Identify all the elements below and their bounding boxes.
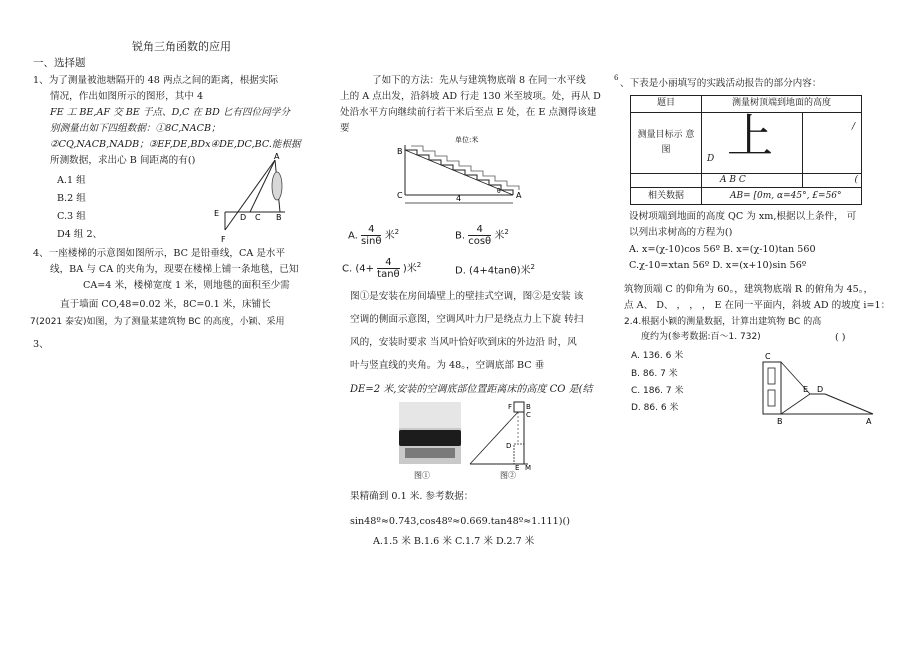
photo-shadow [405, 448, 455, 458]
option-a [348, 224, 399, 247]
label-e: E [803, 385, 809, 394]
line-fa [225, 160, 275, 230]
table-abc: A B C [702, 173, 803, 188]
fig2-caption: 图② [500, 471, 516, 480]
q6-option-cd: C.χ-10=xtan 56º D. x=(x+10)sin 56º [629, 260, 807, 271]
ac-line: 叶与竖直线的夹角。为 48。，空调底部 BC 垂 [350, 360, 545, 371]
q1-option-d: D4 组 2、 [57, 229, 103, 240]
label-f: F [221, 235, 226, 244]
option-b-num: 4 [468, 224, 491, 236]
ac-reference: sin48º≈0.743,cos48º≈0.669.tan48º≈1.111)() [350, 516, 570, 527]
building-window-bottom [768, 390, 775, 406]
q3-fragment: 直于墙面 CO,48=0.02 米，8C=0.1 米，床铺长 [60, 299, 271, 310]
mid-line: 处沿水平方向继续前行若干米后至点 E 处，在 E 点测得该建 [340, 107, 597, 118]
pond-shape [272, 172, 282, 200]
q1-line: 1、为了测量被池塘隔开的 48 两点之间的距离，根据实际 [33, 75, 279, 86]
q2-option-b: B. 86. 7 米 [631, 369, 678, 379]
option-b-den: cosθ [468, 236, 492, 247]
building-figure [755, 348, 885, 426]
q2-option-a: A. 136. 6 米 [631, 351, 684, 361]
table-header-title: 测量树顶端到地面的高度 [702, 96, 862, 113]
label-d: D [817, 385, 824, 394]
option-d [455, 262, 535, 279]
option-c-num: 4 [377, 257, 400, 269]
question-7: 7(2021 泰安)如图，为了测量某建筑物 BC 的高度，小颖、采用 [30, 317, 285, 327]
q1-line: 别测量出如下四组数据：①8C,NACB； [50, 123, 221, 134]
option-a-prefix: A. [348, 230, 358, 242]
tree-figure-char: 上 [727, 108, 773, 163]
label-d: D [240, 213, 247, 222]
q2-line: 度约为(参考数据:百～1. 732) [641, 332, 761, 342]
pond-figure [210, 150, 300, 245]
q2-line: 点 A、 D、 ， ， ， E 在同一平面内，斜坡 AD 的坡度 i=1： [624, 300, 891, 311]
line-ca [250, 160, 275, 212]
table-header-topic: 题目 [631, 96, 702, 113]
label-m: M [525, 464, 532, 470]
theta-label: θ [497, 188, 501, 195]
label-b: B [276, 213, 282, 222]
table-empty-cell [631, 173, 702, 188]
mid-line: 要 [340, 123, 350, 134]
label-d: D [506, 442, 512, 450]
label-c: C [397, 191, 403, 200]
q1-option-a: A.1 组 [57, 175, 86, 186]
label-a: A [516, 191, 522, 200]
mid-line: 上的 A 点出发，沿斜坡 AD 行走 130 米至坡项。处，再从 D [340, 91, 601, 102]
table-diagram-label-1: 测量目标示 意 [637, 130, 695, 141]
q6-line: 设树项端到地面的高度 QC 为 xm,根据以上条件， 可 [629, 211, 857, 222]
option-b-prefix: B. [455, 230, 466, 242]
unit-label: 单位:米 [455, 136, 479, 144]
q1-option-b: B.2 组 [57, 193, 86, 204]
ac-line: 图①是安装在房间墙壁上的壁挂式空调，图②是安装 该 [350, 291, 584, 302]
table-diagram-label [631, 112, 702, 173]
table-diagram-label-2: 图 [661, 144, 671, 155]
label-c: C [765, 352, 771, 361]
report-table [630, 95, 862, 205]
option-b [455, 224, 509, 247]
q2-line: 筑物顶端 C 的仰角为 60。，建筑物底端 R 的俯角为 45。， [624, 284, 874, 295]
ac-box [514, 402, 524, 412]
label-b: B [526, 403, 531, 411]
q2-option-d: D. 86. 6 米 [631, 403, 679, 413]
label-e: E [515, 464, 520, 470]
option-c-unit: )米 [402, 263, 417, 275]
option-c-den: tanθ [377, 269, 400, 280]
ac-line: 风的，安装时要求 当风叶恰好吹到床的外边沿 时，风 [350, 337, 577, 348]
label-e: E [214, 209, 220, 218]
ac-de-line: DE=2 米,安装的空调底部位置距离床的高度 CO 是(结 [350, 384, 593, 395]
option-b-sup: 2 [504, 228, 509, 237]
photo-ac-unit [399, 430, 461, 446]
option-c-sup: 2 [416, 261, 422, 270]
stair-steps-back [411, 146, 519, 190]
q4-line: 线，BA 与 CA 的夹角为，现要在楼梯上铺一条地毯，已知 [50, 264, 299, 275]
mid-line: 了如下的方法：先从与建筑物底端 8 在同一水平线 [372, 75, 586, 86]
option-b-unit: 米 [494, 230, 505, 242]
section-heading: 一、选择题 [33, 57, 86, 69]
option-c-prefix: C. (4+ [342, 263, 374, 275]
fig1-caption: 图① [414, 471, 430, 480]
bed-box [514, 444, 524, 464]
sight-line-be [781, 394, 810, 414]
table-data-label: 相关数据 [631, 188, 702, 205]
option-d-sup: 2 [530, 263, 535, 271]
slash-mark: / [851, 121, 855, 132]
ac-photo [399, 402, 461, 464]
q1-line: ②CQ,NACB,NADB；③EF,DE,BDx④DE,DC,BC.能根据 [50, 139, 301, 150]
q6-line: 以列出求树高的方程为() [629, 227, 733, 238]
stairs-figure [395, 130, 530, 210]
q2-line: 2.4.根据小颖的测量数据，计算出建筑物 BC 的高 [624, 317, 822, 327]
label-c: C [526, 411, 531, 419]
label-f: F [508, 403, 513, 411]
q4-line: 4、一座楼梯的示意图如图所示，BC 是铅垂线，CA 是水平 [33, 248, 286, 259]
building-window-top [768, 368, 775, 384]
question-3-label: 3、 [33, 339, 49, 350]
q6-option-ab: A. x=(χ-10)cos 56º B. x=(χ-10)tan 560 [629, 244, 816, 255]
photo-wall [399, 402, 461, 428]
table-diagram-cell-right [803, 112, 862, 173]
q4-line: CA=4 米，楼梯宽度 1 米，则地毯的面积至少需 [83, 280, 290, 291]
ac-line: 空调的侧面示意图，空调风叶力尸是绕点力上下旋 转扫 [350, 314, 584, 325]
table-paren: ( [803, 173, 862, 188]
ac-options: A.1.5 米 B.1.6 米 C.1.7 米 D.2.7 米 [373, 536, 535, 547]
wind-line [470, 412, 518, 464]
label-a: A [274, 152, 280, 161]
slope-da [825, 394, 873, 414]
q1-line: 所测数据，求出心 B 间距离的有() [50, 155, 196, 166]
ac-precision: 果精确到 0.1 米. 参考数据： [350, 491, 474, 502]
option-a-num: 4 [361, 224, 381, 236]
option-a-sup: 2 [394, 228, 400, 237]
label-b: B [777, 417, 783, 426]
q1-option-c: C.3 组 [57, 211, 86, 222]
ac-diagram [462, 398, 542, 470]
label-d: D [707, 153, 715, 164]
q1-line: FE 工 BE,AF 交 BE 于点、D,C 在 BD 匕有四位同学分 [50, 107, 290, 118]
page-title: 锐角三角函数的应用 [132, 40, 231, 53]
q2-answer-paren: ( ) [835, 332, 846, 343]
label-a: A [866, 417, 872, 426]
table-diagram-cell [702, 108, 803, 173]
q6-intro: 、下表是小丽填写的实践活动报告的部分内容： [620, 78, 822, 89]
width-label: 4 [456, 194, 462, 203]
option-a-den: sinθ [361, 236, 382, 247]
option-d-text: D. (4+4tanθ)米 [455, 265, 531, 277]
q2-option-c: C. 186. 7 米 [631, 386, 684, 396]
q1-line: 情况，作出如图所示的图形，其中 4 [50, 91, 204, 102]
table-data-value: AB= [0m, α=45°, £=56° [702, 188, 862, 205]
option-c [342, 257, 421, 280]
option-a-unit: 米 [384, 230, 395, 242]
q6-number: 6 [614, 74, 619, 82]
label-b: B [397, 147, 403, 156]
label-c: C [255, 213, 261, 222]
